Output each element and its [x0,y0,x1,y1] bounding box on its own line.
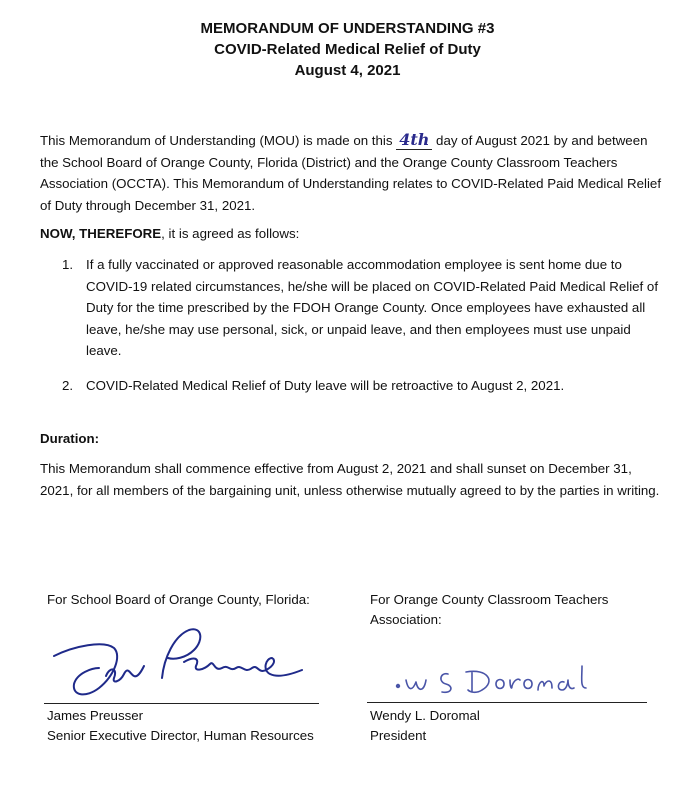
filled-day: 4th [396,130,432,150]
intro-text-before: This Memorandum of Understanding (MOU) is made on this [40,133,397,148]
therefore-bold: NOW, THEREFORE [40,226,162,241]
list-item-number: 1. [62,257,74,272]
left-signatory-name: James Preusser [47,708,144,723]
left-signatory [47,706,367,746]
title-line-1: MEMORANDUM OF UNDERSTANDING #3 [200,20,495,37]
list-item-number: 2. [62,378,74,393]
right-signatory-title: President [370,728,427,743]
list-item [62,375,662,397]
right-for-label: For Orange County Classroom Teachers Association: [370,592,609,627]
intro-paragraph [40,129,665,216]
duration-paragraph: This Memorandum shall commence effective from August 2, 2021 and shall sunset on December 31, 2021, for all members of the bargaining unit, unless otherwise mutually agreed to by the parties in writing. [40,461,660,498]
signature-preusser-image [44,618,319,708]
therefore-line [40,223,665,245]
therefore-rest: , it is agreed as follows: [161,226,300,241]
intro-text-after: day of August 2021 by and between the School Board of Orange County, Florida (District) and the Orange County Classroom Teachers Association (OCCTA). This Memorandum of Understanding relates to COVID-Related Paid Medical Relief of Duty through December 31, 2021. [40,133,662,213]
left-for-label: For School Board of Orange County, Florida: [47,592,310,607]
list-item-text: If a fully vaccinated or approved reasonable accommodation employee is sent home due to COVID-19 related circumstances, he/she will be placed on COVID-Related Paid Medical Relief of Duty for the time prescribed by the FDOH Orange County. Once employees have exhausted all leave, he/she may use personal, sick, or unpaid leave, and then employees must use unpaid leave. [86,257,659,358]
title-line-3: August 4, 2021 [294,62,401,79]
signature-doromal-image [392,660,602,700]
duration-heading: Duration: [40,431,100,446]
right-signatory [370,706,640,746]
title-line-2: COVID-Related Medical Relief of Duty [214,41,481,58]
list-item [62,254,662,362]
left-signatory-title: Senior Executive Director, Human Resources [47,728,314,743]
right-signatory-name: Wendy L. Doromal [370,708,480,723]
right-signature-line [367,702,647,703]
document-title [0,18,695,81]
list-item-text: COVID-Related Medical Relief of Duty leave will be retroactive to August 2, 2021. [86,378,565,393]
left-signature-line [44,703,319,704]
